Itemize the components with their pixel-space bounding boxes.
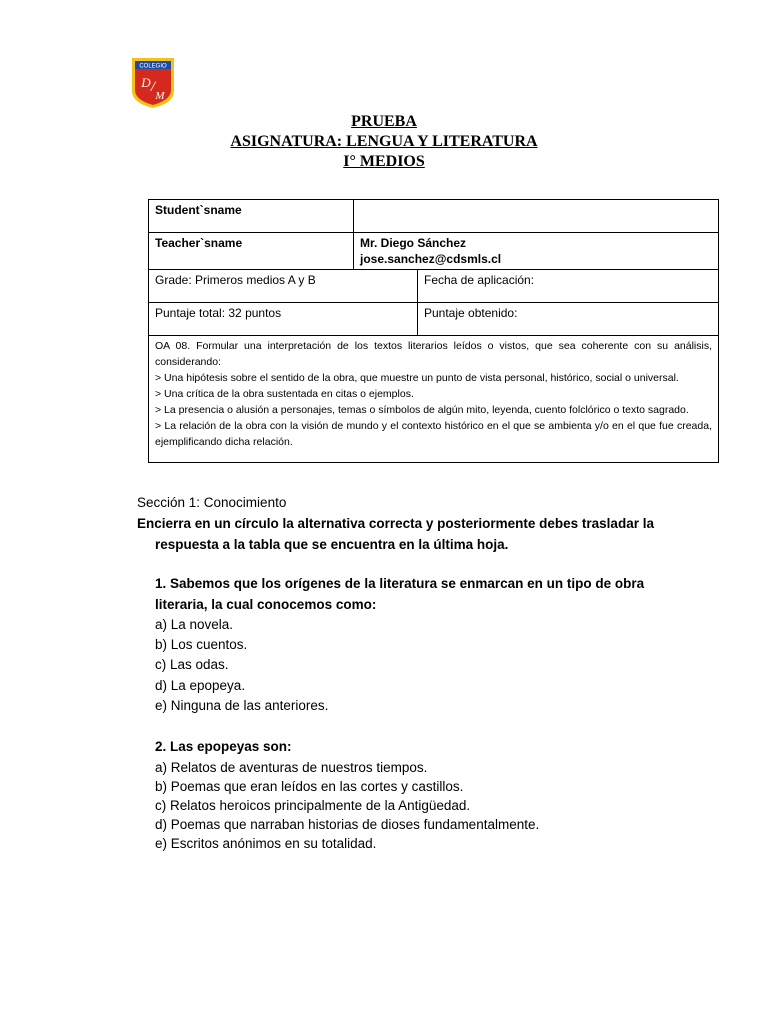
svg-text:/: /: [150, 79, 156, 95]
application-date-cell[interactable]: Fecha de aplicación:: [418, 270, 719, 303]
question-1-option-c[interactable]: c) Las odas.: [155, 657, 229, 672]
teacher-name-value: [354, 233, 719, 270]
question-2-text: 2. Las epopeyas son:: [155, 739, 292, 754]
oa-line: > La relación de la obra con la visión de mundo y el contexto histórico en el que se ambienta y/o en el que fue creada, ejemplificando dicha relación.: [155, 420, 712, 448]
teacher-name-label: Teacher`sname: [149, 233, 354, 270]
teacher-name: Mr. Diego Sánchez: [360, 236, 467, 250]
oa-line: OA 08. Formular una interpretación de los textos literarios leídos o vistos, que sea coherente con su análisis, considerando:: [155, 340, 712, 368]
section-title: Sección 1: Conocimiento: [137, 495, 287, 510]
student-name-field[interactable]: [354, 200, 719, 233]
info-table: [148, 199, 719, 463]
oa-line: > La presencia o alusión a personajes, temas o símbolos de algún mito, leyenda, cuento folclórico o texto sagrado.: [155, 404, 689, 416]
question-2-option-a[interactable]: a) Relatos de aventuras de nuestros tiempos.: [155, 760, 428, 775]
svg-text:M: M: [155, 90, 165, 102]
question-2-option-b[interactable]: b) Poemas que eran leídos en las cortes y castillos.: [155, 779, 464, 794]
grade-cell: Grade: Primeros medios A y B: [149, 270, 418, 303]
subject-title: ASIGNATURA: LENGUA Y LITERATURA: [230, 133, 538, 150]
section-instruction: Encierra en un círculo la alternativa correcta y posteriormente debes trasladar la: [137, 516, 654, 531]
grade-title: I° MEDIOS: [343, 153, 425, 170]
test-title: PRUEBA: [351, 113, 417, 130]
svg-text:D: D: [141, 75, 151, 90]
logo-top-text: COLEGIO: [139, 63, 167, 70]
obtained-score-cell[interactable]: Puntaje obtenido:: [418, 303, 719, 336]
question-1-option-b[interactable]: b) Los cuentos.: [155, 637, 248, 652]
question-1-text: 1. Sabemos que los orígenes de la literatura se enmarcan en un tipo de obra: [155, 576, 645, 591]
question-2-option-d[interactable]: d) Poemas que narraban historias de dioses fundamentalmente.: [155, 817, 540, 832]
question-1-option-d[interactable]: d) La epopeya.: [155, 678, 246, 693]
question-2-option-c[interactable]: c) Relatos heroicos principalmente de la Antigüedad.: [155, 798, 471, 813]
total-score-cell: Puntaje total: 32 puntos: [149, 303, 418, 336]
student-name-label: Student`sname: [149, 200, 354, 233]
section-instruction-cont: respuesta a la tabla que se encuentra en la última hoja.: [155, 537, 509, 552]
oa-line: > Una hipótesis sobre el sentido de la obra, que muestre un punto de vista personal, histórico, social o universal.: [155, 372, 679, 384]
question-1-text-cont: literaria, la cual conocemos como:: [155, 597, 377, 612]
school-logo-icon: [131, 57, 175, 109]
oa-line: > Una crítica de la obra sustentada en citas o ejemplos.: [155, 388, 414, 400]
learning-objective-cell: [149, 336, 719, 463]
question-2-option-e[interactable]: e) Escritos anónimos en su totalidad.: [155, 836, 377, 851]
teacher-email: jose.sanchez@cdsmls.cl: [360, 252, 502, 266]
question-1-option-e[interactable]: e) Ninguna de las anteriores.: [155, 698, 329, 713]
question-1-option-a[interactable]: a) La novela.: [155, 617, 234, 632]
